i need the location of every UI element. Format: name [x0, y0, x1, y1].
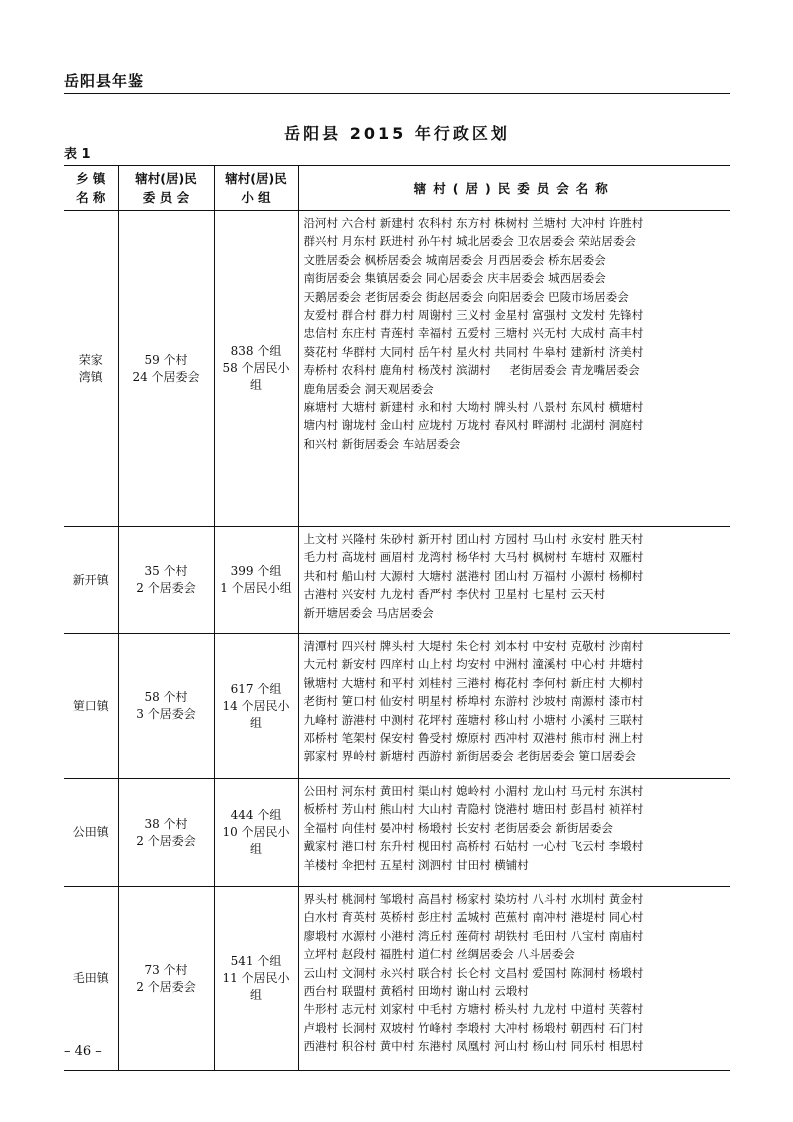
township-cell-line: 湾镇 — [78, 369, 103, 384]
col-header-committee-names: 辖村(居)民委员会名称 — [298, 166, 730, 211]
committee-names-line: 羊楼村 伞把村 五星村 浏泗村 甘田村 横铺村 — [303, 857, 529, 872]
committee-names-line: 郭家村 界岭村 新塘村 西游村 新街居委会 老街居委会 筻口居委会 — [303, 749, 636, 764]
committee-names-line: 南街居委会 集镇居委会 同心居委会 庆丰居委会 城西居委会 — [303, 271, 606, 286]
committee-count-cell-line: 35 个村 — [144, 564, 188, 578]
committee-names-line: 友爱村 群合村 群力村 周谢村 三义村 金星村 富强村 文发村 先锋村 — [303, 308, 644, 323]
committee-names-line: 天鹅居委会 老街居委会 街赵居委会 向阳居委会 巴陵市场居委会 — [303, 289, 629, 304]
committee-names-line: 牛形村 志元村 刘家村 中毛村 方塘村 桥头村 九龙村 中道村 芙蓉村 — [303, 1002, 644, 1017]
township-cell-line: 荣家 — [78, 352, 103, 367]
township-cell — [64, 887, 118, 1071]
committee-names-line: 老街村 筻口村 仙安村 明星村 桥埠村 东游村 沙坡村 南源村 漆市村 — [303, 694, 644, 709]
committee-names-line: 邓桥村 笔架村 保安村 鲁受村 燎原村 西冲村 双港村 熊市村 洲上村 — [303, 731, 644, 746]
committee-names-line: 立坪村 赵段村 福胜村 道仁村 丝绸居委会 八斗居委会 — [303, 947, 575, 962]
committee-names-cell — [298, 527, 730, 634]
committee-count-cell — [118, 779, 214, 887]
group-count-cell-line: 444 个组 — [230, 808, 282, 822]
col-header-group-count — [214, 166, 298, 211]
committee-names-line: 塘内村 谢垅村 金山村 应垅村 万垅村 春风村 畔湖村 北湖村 洞庭村 — [303, 418, 644, 433]
group-count-cell-line: 10 个居民小组 — [222, 825, 290, 856]
committee-count-cell-line: 2 个居委会 — [136, 833, 196, 848]
table-row — [64, 634, 730, 779]
table-row — [64, 779, 730, 887]
committee-count-cell-line: 3 个居委会 — [136, 707, 196, 721]
committee-names-line: 上文村 兴隆村 朱砂村 新开村 团山村 方园村 马山村 永安村 胜天村 — [303, 532, 644, 546]
committee-count-cell-line: 24 个居委会 — [132, 369, 200, 384]
committee-names-line: 和兴村 新街居委会 车站居委会 — [303, 436, 461, 451]
group-count-cell-line: 11 个居民小组 — [222, 971, 290, 1002]
group-count-cell-line: 838 个组 — [230, 344, 282, 358]
committee-names-line: 鹿角居委会 洞天观居委会 — [303, 381, 434, 396]
township-cell — [64, 634, 118, 779]
table-header-row — [64, 166, 730, 211]
township-cell — [64, 779, 118, 887]
committee-names-line: 忠信村 东庄村 青莲村 幸福村 五爱村 三塘村 兴无村 大成村 高丰村 — [303, 326, 644, 341]
committee-count-cell-line: 38 个村 — [144, 816, 188, 831]
group-count-cell-line: 617 个组 — [230, 681, 282, 696]
group-count-cell-line: 58 个居民小组 — [222, 361, 290, 392]
committee-names-line: 清潭村 四兴村 牌头村 大堤村 朱仑村 刘本村 中安村 克敬村 沙南村 — [303, 639, 644, 653]
committee-count-cell-line: 58 个村 — [144, 690, 188, 704]
committee-names-line: 戴家村 港口村 东升村 枧田村 高桥村 石姑村 一心村 飞云村 李塅村 — [303, 839, 644, 854]
group-count-cell — [214, 779, 298, 887]
header-line: 名 称 — [76, 190, 106, 205]
committee-names-line: 西港村 积谷村 黄中村 东港村 凤凰村 河山村 杨山村 同乐村 相思村 — [303, 1039, 644, 1054]
township-cell-line: 毛田镇 — [72, 971, 109, 985]
header-line: 辖村(居)民 — [225, 171, 287, 186]
committee-names-line: 全福村 向佳村 晏冲村 杨塅村 长安村 老街居委会 新街居委会 — [303, 820, 613, 835]
committee-names-line: 大元村 新安村 四庠村 山上村 均安村 中洲村 潼溪村 中心村 井塘村 — [303, 657, 644, 672]
page-title: 岳阳县 2015 年行政区划 — [284, 124, 510, 143]
col-header-committee-count — [118, 166, 214, 211]
committee-count-cell-line: 73 个村 — [144, 962, 188, 977]
committee-count-cell — [118, 211, 214, 527]
table-row — [64, 887, 730, 1071]
committee-names-line: 廖塅村 水源村 小港村 湾丘村 莲荷村 胡铁村 毛田村 八宝村 南庙村 — [303, 928, 644, 943]
header-line: 小 组 — [241, 190, 271, 205]
township-cell-line: 新开镇 — [72, 572, 109, 587]
group-count-cell-line: 14 个居民小组 — [222, 698, 290, 730]
committee-names-line: 毛力村 高垅村 画眉村 龙湾村 杨华村 大马村 枫树村 车塘村 双雁村 — [303, 550, 644, 565]
table-row — [64, 527, 730, 634]
group-count-cell — [214, 887, 298, 1071]
township-cell — [64, 211, 118, 527]
committee-count-cell-line: 59 个村 — [144, 352, 188, 367]
committee-names-line: 古港村 兴安村 九龙村 香严村 李伏村 卫星村 七星村 云天村 — [303, 587, 606, 602]
group-count-cell-line: 399 个组 — [230, 564, 282, 578]
group-count-cell — [214, 211, 298, 527]
page-number: – 46 – — [64, 1044, 102, 1059]
committee-names-cell — [298, 211, 730, 527]
township-cell — [64, 527, 118, 634]
group-count-cell-line: 541 个组 — [230, 954, 282, 968]
group-count-cell — [214, 634, 298, 779]
committee-names-line: 卢塅村 长洞村 双坡村 竹峰村 李塅村 大冲村 杨塅村 朝西村 石门村 — [303, 1020, 644, 1035]
committee-names-line: 公田村 河东村 黄田村 渠山村 媳岭村 小湄村 龙山村 马元村 东淇村 — [303, 784, 644, 798]
committee-names-line: 新开塘居委会 马店居委会 — [303, 605, 434, 620]
committee-names-cell — [298, 634, 730, 779]
col-header-township — [64, 166, 118, 211]
committee-count-cell — [118, 887, 214, 1071]
table-label: 表 1 — [64, 147, 91, 162]
committee-names-line: 九峰村 游港村 中测村 花坪村 莲塘村 移山村 小塘村 小溪村 三联村 — [303, 712, 644, 727]
committee-count-cell-line: 2 个居委会 — [136, 979, 196, 994]
township-cell-line: 筻口镇 — [72, 698, 109, 713]
header-line: 乡 镇 — [76, 171, 106, 186]
group-count-cell-line: 1 个居民小组 — [220, 581, 292, 595]
committee-names-line: 共和村 船山村 大源村 大塘村 湛港村 团山村 万福村 小源村 杨柳村 — [303, 568, 644, 583]
committee-count-cell — [118, 634, 214, 779]
header-line: 辖村(居)民 — [135, 171, 197, 186]
committee-count-cell — [118, 527, 214, 634]
committee-count-cell-line: 2 个居委会 — [136, 581, 196, 595]
committee-names-line: 葵花村 华群村 大同村 岳午村 星火村 共同村 牛皋村 建新村 济美村 — [303, 344, 644, 359]
header-line: 委 员 会 — [142, 190, 190, 205]
running-head: 岳阳县年鉴 — [64, 72, 145, 90]
committee-names-line: 文胜居委会 枫桥居委会 城南居委会 月西居委会 桥东居委会 — [303, 252, 606, 267]
admin-division-table — [64, 165, 730, 1071]
committee-names-line: 界头村 桃洞村 邹塅村 高昌村 杨家村 染坊村 八斗村 水圳村 黄金村 — [303, 892, 644, 906]
township-cell-line: 公田镇 — [72, 825, 109, 839]
committee-names-line: 西台村 联盟村 黄稻村 田坳村 谢山村 云塅村 — [303, 984, 529, 999]
committee-names-cell — [298, 887, 730, 1071]
committee-names-line: 群兴村 月东村 跃进村 孙午村 城北居委会 卫农居委会 荣站居委会 — [303, 234, 636, 249]
header-rule — [64, 93, 730, 94]
committee-names-line: 沿河村 六合村 新建村 农科村 东方村 株树村 兰塘村 大冲村 许胜村 — [303, 216, 644, 230]
committee-names-line: 云山村 文洞村 永兴村 联合村 长仑村 文昌村 爱国村 陈洞村 杨塅村 — [303, 965, 644, 980]
group-count-cell — [214, 527, 298, 634]
table-row — [64, 211, 730, 527]
committee-names-line: 麻塘村 大塘村 新建村 永和村 大坳村 牌头村 八景村 东风村 横塘村 — [303, 400, 644, 415]
committee-names-line: 白水村 育英村 英桥村 彭庄村 孟城村 芭蕉村 南冲村 港堤村 同心村 — [303, 910, 644, 925]
committee-names-line: 锹塘村 大塘村 和平村 刘桂村 三港村 梅花村 李何村 新庄村 大柳村 — [303, 675, 644, 690]
committee-names-line: 寿桥村 农科村 鹿角村 杨茂村 滨湖村 老街居委会 青龙嘴居委会 — [303, 363, 640, 378]
committee-names-line: 板桥村 芳山村 熊山村 大山村 青隐村 饶港村 塘田村 彭昌村 祯祥村 — [303, 802, 644, 817]
committee-names-cell — [298, 779, 730, 887]
